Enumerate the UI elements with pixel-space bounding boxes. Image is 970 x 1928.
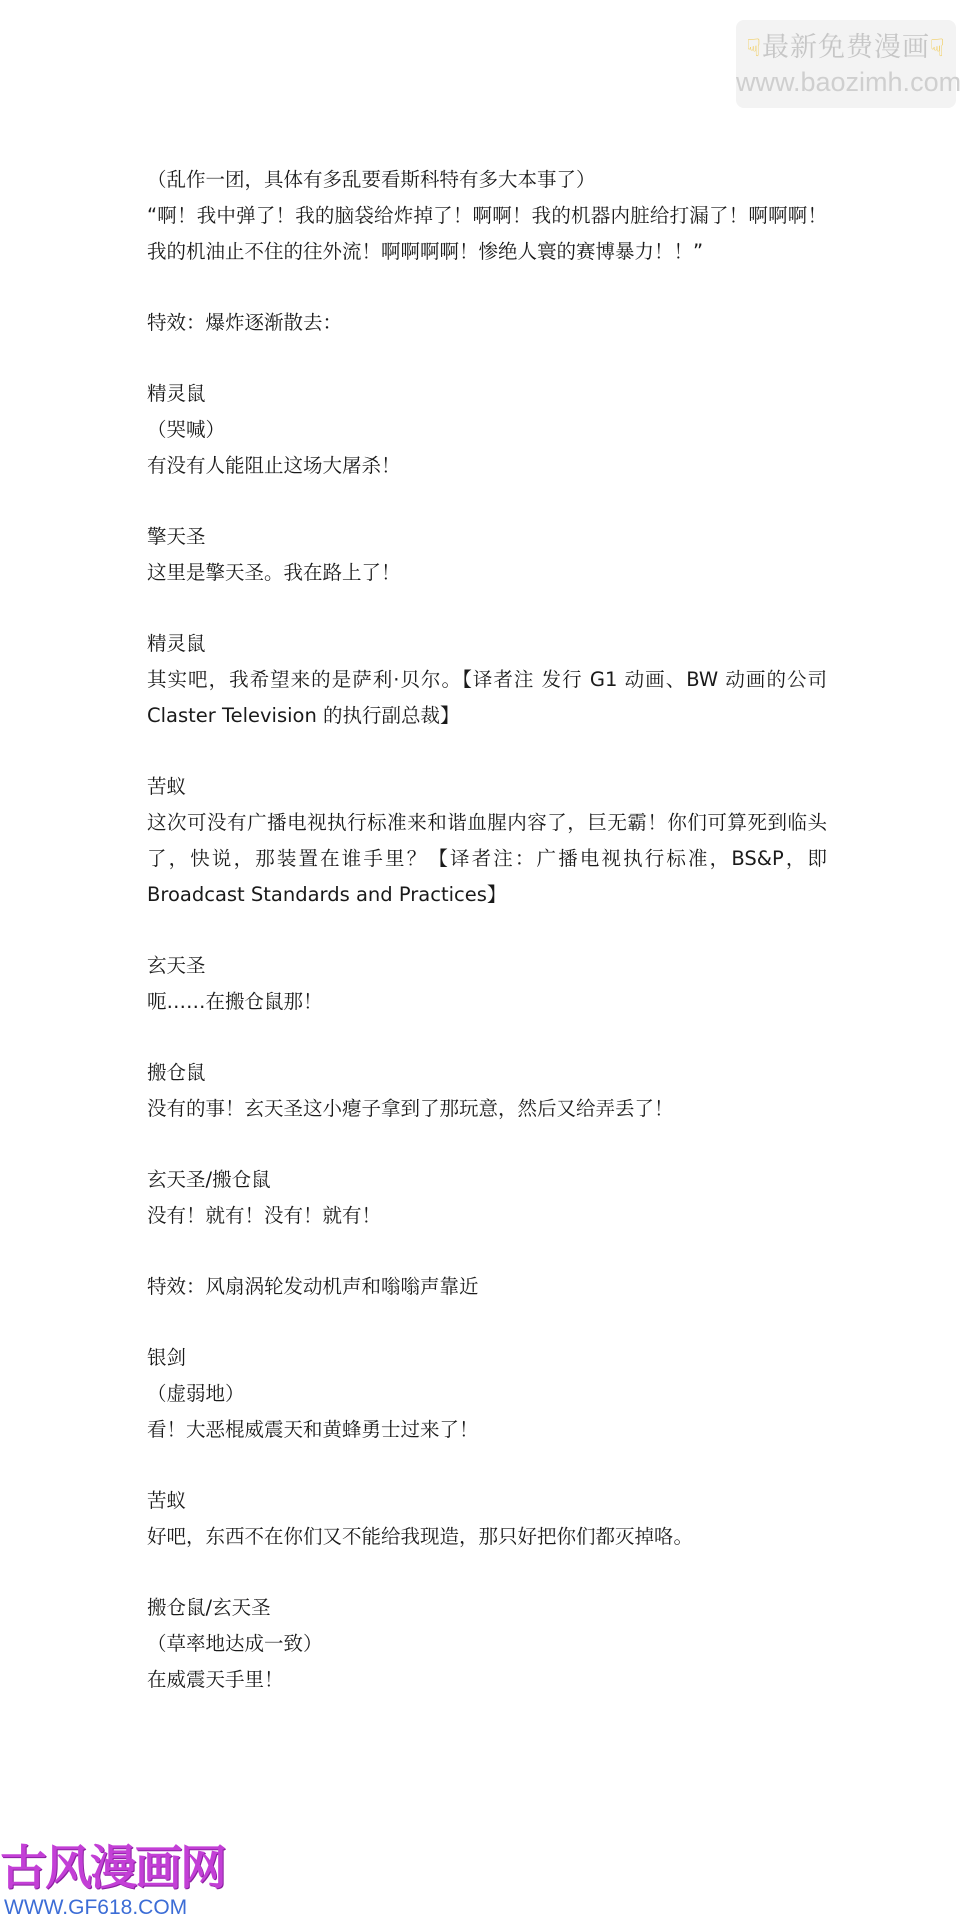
text-line: 搬仓鼠 <box>147 1061 206 1084</box>
paragraph-gap <box>147 913 827 948</box>
text-line: 在威震天手里！ <box>147 1668 284 1691</box>
text-line: 没有的事！玄天圣这小瘪子拿到了那玩意，然后又给弄丢了！ <box>147 1097 674 1120</box>
text-line: 精灵鼠 <box>147 382 206 405</box>
text-line: 擎天圣 <box>147 525 206 548</box>
text-line: （哭喊） <box>147 418 226 441</box>
watermark-url: www.baozimh.com <box>736 67 962 97</box>
text-line: 银剑 <box>147 1346 187 1369</box>
paragraph-gap <box>147 1555 827 1590</box>
text-line: 这次可没有广播电视执行标准来和谐血腥内容了，巨无霸！你们可算死到临头了，快说，那装置在谁手里？【译者注：广播电视执行标准，BS&P，即 Broadcast Standards and Practices】 <box>147 811 827 906</box>
text-line: （乱作一团，具体有多乱要看斯科特有多大本事了） <box>147 168 596 191</box>
text-line: 这里是擎天圣。我在路上了！ <box>147 561 401 584</box>
watermark-gf618 <box>0 1842 230 1928</box>
text-line: 搬仓鼠/玄天圣 <box>147 1596 271 1619</box>
paragraph-gap <box>147 484 827 519</box>
text-line: 精灵鼠 <box>147 632 206 655</box>
text-line: 其实吧，我希望来的是萨利·贝尔。【译者注 发行 G1 动画、BW 动画的公司 Claster Television 的执行副总裁】 <box>147 668 827 727</box>
text-line: 玄天圣 <box>147 954 206 977</box>
watermark-baozimh <box>736 20 962 108</box>
text-line: 玄天圣/搬仓鼠 <box>147 1168 271 1191</box>
text-line: （草率地达成一致） <box>147 1632 323 1655</box>
paragraph-gap <box>147 341 827 376</box>
paragraph-gap <box>147 1020 827 1055</box>
text-line: “啊！我中弹了！我的脑袋给炸掉了！啊啊！我的机器内脏给打漏了！啊啊啊！我的机油止不住的往外流！啊啊啊啊！惨绝人寰的赛博暴力！！” <box>147 204 827 263</box>
script-text-body <box>147 162 827 1698</box>
paragraph-gap <box>147 734 827 769</box>
watermark-site-url: WWW.GF618.COM <box>4 1896 188 1919</box>
text-line: 好吧，东西不在你们又不能给我现造，那只好把你们都灭掉咯。 <box>147 1525 694 1548</box>
watermark-title-row <box>736 30 956 66</box>
pointing-down-hand-icon: ☟ <box>930 34 946 62</box>
text-line: 有没有人能阻止这场大屠杀！ <box>147 454 401 477</box>
text-line: 特效：风扇涡轮发动机声和嗡嗡声靠近 <box>147 1275 479 1298</box>
text-line: 特效：爆炸逐渐散去： <box>147 311 343 334</box>
paragraph-gap <box>147 1305 827 1340</box>
paragraph-gap <box>147 1234 827 1269</box>
text-line: 看！大恶棍威震天和黄蜂勇士过来了！ <box>147 1418 479 1441</box>
pointing-down-hand-icon: ☟ <box>746 34 762 62</box>
watermark-title: 最新免费漫画 <box>762 32 930 63</box>
paragraph-gap <box>147 270 827 305</box>
text-line: （虚弱地） <box>147 1382 245 1405</box>
text-line: 苦蚁 <box>147 1489 187 1512</box>
watermark-site-name: 古风漫画网 <box>0 1841 225 1896</box>
paragraph-gap <box>147 591 827 626</box>
paragraph-gap <box>147 1448 827 1483</box>
paragraph-gap <box>147 1127 827 1162</box>
text-line: 苦蚁 <box>147 775 187 798</box>
text-line: 呃……在搬仓鼠那！ <box>147 990 323 1013</box>
text-line: 没有！就有！没有！就有！ <box>147 1204 382 1227</box>
